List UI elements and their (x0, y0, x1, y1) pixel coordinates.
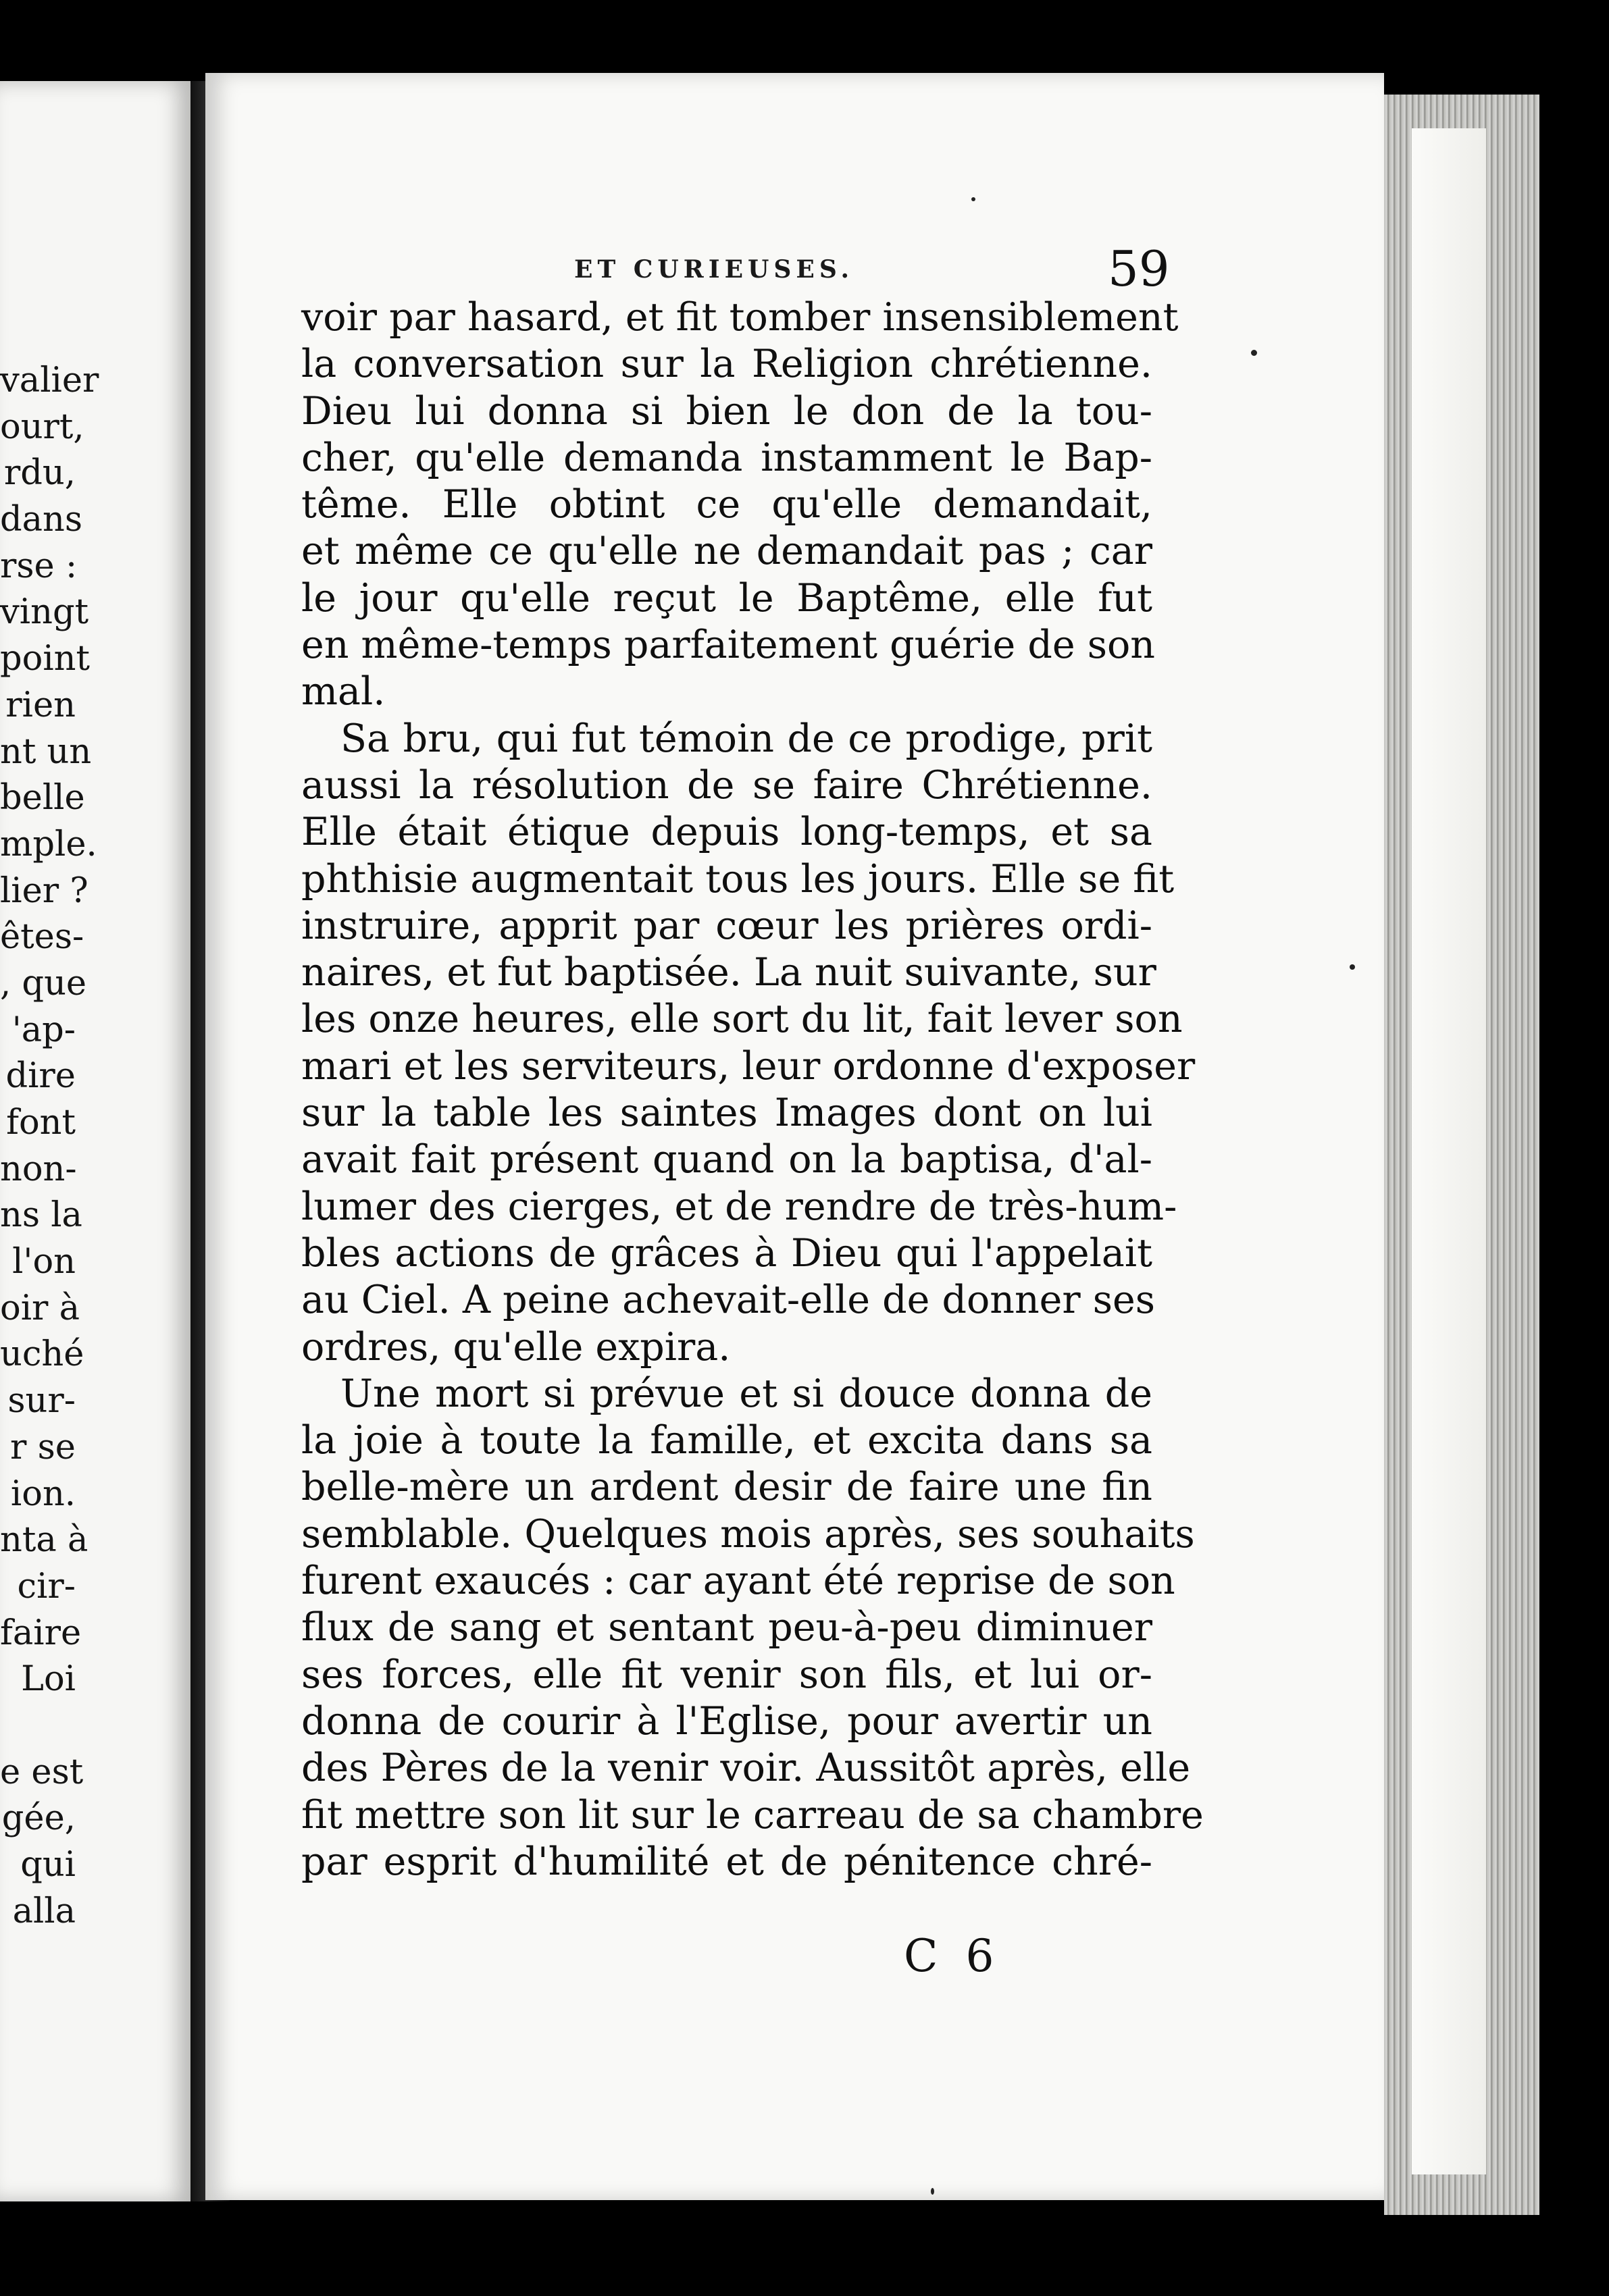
text-line: mal. (301, 669, 386, 714)
left-page-line: vingt (0, 592, 89, 633)
body-text (301, 294, 1204, 1885)
text-line: les onze heures, elle sort du lit, fait lever son (301, 997, 1183, 1042)
left-page-line: lier ? (0, 870, 88, 911)
left-page-line: belle (0, 778, 85, 818)
text-line: cher, qu'elle demanda instamment le Bap- (301, 435, 1152, 480)
ink-speck (1251, 350, 1257, 356)
left-page-line: rse : (0, 546, 78, 586)
left-page-line: mple. (0, 824, 97, 864)
text-line: le jour qu'elle reçut le Baptême, elle fut (301, 575, 1152, 621)
page-edge-highlight (1412, 128, 1486, 2174)
left-page-line: , que (0, 963, 87, 1003)
left-page-line: qui (20, 1845, 76, 1885)
left-page-line: alla (12, 1891, 76, 1931)
text-line: semblable. Quelques mois après, ses souhaits (301, 1511, 1195, 1557)
left-page-line: dans (0, 500, 83, 540)
text-line: Une mort si prévue et si douce donna de (340, 1371, 1152, 1416)
left-page-line: 'ap- (11, 1010, 76, 1050)
text-line: fit mettre son lit sur le carreau de sa chambre (301, 1792, 1204, 1837)
left-page-line: nta à (0, 1520, 88, 1561)
ink-speck (971, 197, 975, 201)
left-page-line: rien (5, 685, 76, 725)
page-number: 59 (1108, 240, 1170, 297)
left-page-line: non- (0, 1149, 77, 1189)
text-line: voir par hasard, et fit tomber insensiblement (301, 295, 1179, 340)
left-page-line: êtes- (0, 917, 84, 958)
text-line: furent exaucés : car ayant été reprise de son (301, 1559, 1175, 1604)
left-page-line: ns la (0, 1195, 82, 1236)
left-page-line: dire (5, 1056, 76, 1097)
text-line: sur la table les saintes Images dont on lui (301, 1091, 1152, 1136)
left-page-line: r se (10, 1427, 76, 1467)
text-line: des Pères de la venir voir. Aussitôt après, elle (301, 1746, 1191, 1791)
text-line: tême. Elle obtint ce qu'elle demandait, (301, 482, 1152, 527)
left-page-line: oir à (0, 1288, 80, 1328)
left-page-line: e est (0, 1752, 84, 1792)
text-line: et même ce qu'elle ne demandait pas ; car (301, 529, 1152, 574)
text-line: Elle était étique depuis long-temps, et sa (301, 810, 1152, 855)
left-page-line: cir- (17, 1566, 76, 1607)
ink-speck (1350, 964, 1355, 970)
left-page-line: font (6, 1103, 76, 1143)
text-line: phthisie augmentait tous les jours. Elle se fit (301, 856, 1175, 902)
text-line: par esprit d'humilité et de pénitence chré- (301, 1839, 1152, 1884)
left-page-line: l'on (12, 1242, 76, 1282)
text-line: belle-mère un ardent desir de faire une fin (301, 1465, 1152, 1510)
left-page-line: sur- (7, 1381, 76, 1421)
text-line: Dieu lui donna si bien le don de la tou- (301, 388, 1152, 434)
left-page (0, 81, 190, 2201)
left-page-line: valier (0, 361, 99, 400)
ink-speck (931, 2188, 934, 2195)
text-line: la joie à toute la famille, et excita dans sa (301, 1418, 1152, 1463)
text-line: donna de courir à l'Eglise, pour avertir un (301, 1698, 1152, 1744)
running-head: ET CURIEUSES. (574, 255, 854, 284)
left-page-line: gée, (1, 1798, 76, 1839)
left-page-line: ion. (10, 1473, 76, 1514)
text-line: mari et les serviteurs, leur ordonne d'exposer (301, 1043, 1196, 1089)
left-page-line (0, 1703, 76, 1750)
left-page-line: Loi (21, 1659, 76, 1700)
text-line: avait fait présent quand on la baptisa, d'al- (301, 1137, 1152, 1182)
text-line: naires, et fut baptisée. La nuit suivante, sur (301, 950, 1156, 995)
left-page-text (0, 358, 99, 1935)
text-line: Sa bru, qui fut témoin de ce prodige, prit (340, 716, 1152, 761)
text-line: en même-temps parfaitement guérie de son (301, 623, 1155, 668)
text-line: lumer des cierges, et de rendre de très-hum- (301, 1184, 1177, 1229)
left-page-line: rdu, (3, 453, 76, 494)
left-page-line: faire (0, 1613, 82, 1653)
signature-mark: C 6 (904, 1930, 1001, 1982)
text-line: ses forces, elle fit venir son fils, et lui or- (301, 1652, 1152, 1697)
text-line: aussi la résolution de se faire Chrétienne. (301, 762, 1152, 808)
text-line: ordres, qu'elle expira. (301, 1324, 731, 1369)
text-line: bles actions de grâces à Dieu qui l'appelait (301, 1230, 1152, 1276)
left-page-line: uché (0, 1334, 84, 1375)
left-page-line: ourt, (0, 407, 84, 447)
text-line: flux de sang et sentant peu-à-peu diminuer (301, 1605, 1152, 1650)
left-page-line: nt un (0, 731, 92, 772)
text-line: la conversation sur la Religion chrétienne. (301, 342, 1152, 387)
left-page-line: point (0, 639, 91, 679)
text-line: instruire, apprit par cœur les prières ordi- (301, 903, 1152, 948)
text-line: au Ciel. A peine achevait-elle de donner ses (301, 1278, 1156, 1323)
